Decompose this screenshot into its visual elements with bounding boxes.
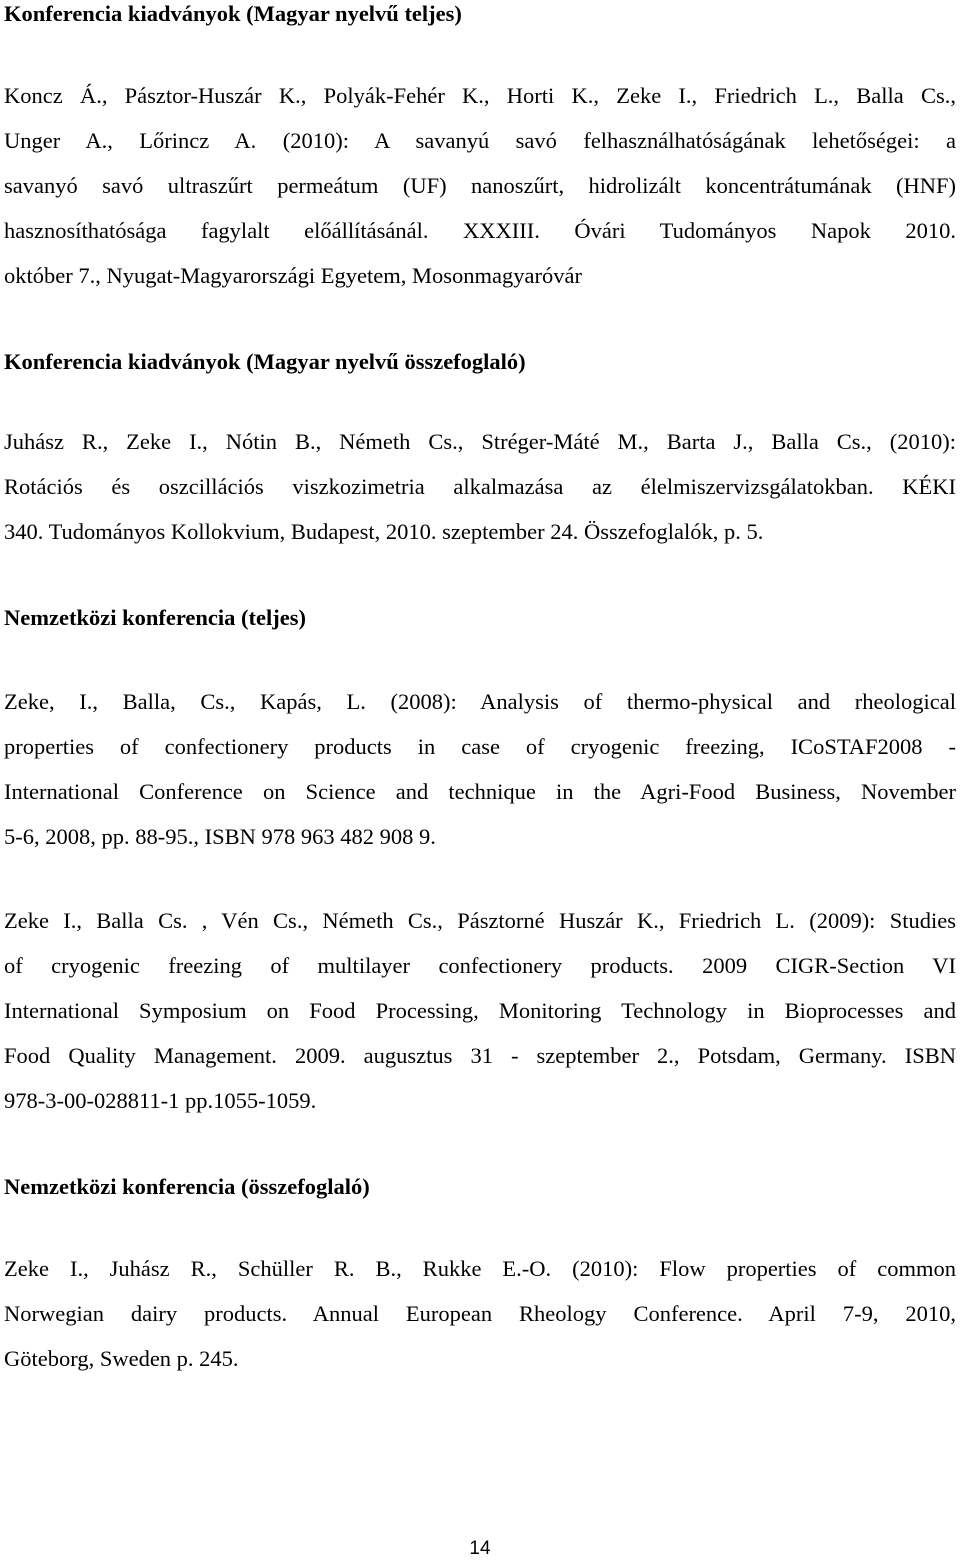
- section-heading: Konferencia kiadványok (Magyar nyelvű összefoglaló): [4, 349, 526, 374]
- section-heading: Nemzetközi konferencia (teljes): [4, 605, 306, 630]
- reference-line: Rotációs és oszcillációs viszkozimetria alkalmazása az élelmiszervizsgálatokban. KÉKI: [4, 474, 956, 499]
- reference-line: Juhász R., Zeke I., Nótin B., Németh Cs., Stréger-Máté M., Barta J., Balla Cs., (2010):: [4, 429, 956, 454]
- reference-line: Zeke, I., Balla, Cs., Kapás, L. (2008): Analysis of thermo-physical and rheological: [4, 689, 956, 714]
- reference-line: International Conference on Science and technique in the Agri-Food Business, November: [4, 779, 956, 804]
- reference-line: Göteborg, Sweden p. 245.: [4, 1346, 239, 1371]
- reference-line: Zeke I., Balla Cs. , Vén Cs., Németh Cs., Pásztorné Huszár K., Friedrich L. (2009): Studies: [4, 908, 956, 933]
- reference-entry: [4, 898, 956, 1123]
- reference-line: of cryogenic freezing of multilayer confectionery products. 2009 CIGR-Section VI: [4, 953, 956, 978]
- reference-line: Food Quality Management. 2009. augusztus 31 - szeptember 2., Potsdam, Germany. ISBN: [4, 1043, 956, 1068]
- reference-line: Zeke I., Juhász R., Schüller R. B., Rukke E.-O. (2010): Flow properties of common: [4, 1256, 956, 1281]
- page-number: 14: [469, 1538, 491, 1559]
- section-heading: Nemzetközi konferencia (összefoglaló): [4, 1174, 370, 1199]
- reference-entry: [4, 1246, 956, 1381]
- reference-line: properties of confectionery products in case of cryogenic freezing, ICoSTAF2008 -: [4, 734, 956, 759]
- reference-entry: [4, 419, 956, 554]
- reference-entry: [4, 679, 956, 859]
- reference-line: hasznosíthatósága fagylalt előállításánál. XXXIII. Óvári Tudományos Napok 2010.: [4, 218, 956, 243]
- reference-line: Norwegian dairy products. Annual European Rheology Conference. April 7-9, 2010,: [4, 1301, 956, 1326]
- reference-line: Unger A., Lőrincz A. (2010): A savanyú savó felhasználhatóságának lehetőségei: a: [4, 128, 956, 153]
- reference-line: 5-6, 2008, pp. 88-95., ISBN 978 963 482 908 9.: [4, 824, 436, 849]
- reference-line: 340. Tudományos Kollokvium, Budapest, 2010. szeptember 24. Összefoglalók, p. 5.: [4, 519, 764, 544]
- section-heading: Konferencia kiadványok (Magyar nyelvű teljes): [4, 1, 462, 26]
- reference-line: International Symposium on Food Processing, Monitoring Technology in Bioprocesses and: [4, 998, 956, 1023]
- reference-line: savanyó savó ultraszűrt permeátum (UF) nanoszűrt, hidrolizált koncentrátumának (HNF): [4, 173, 956, 198]
- reference-line: Koncz Á., Pásztor-Huszár K., Polyák-Fehér K., Horti K., Zeke I., Friedrich L., Balla Cs.,: [4, 83, 956, 108]
- reference-entry: [4, 73, 956, 298]
- reference-line: október 7., Nyugat-Magyarországi Egyetem, Mosonmagyaróvár: [4, 263, 582, 288]
- reference-line: 978-3-00-028811-1 pp.1055-1059.: [4, 1088, 317, 1113]
